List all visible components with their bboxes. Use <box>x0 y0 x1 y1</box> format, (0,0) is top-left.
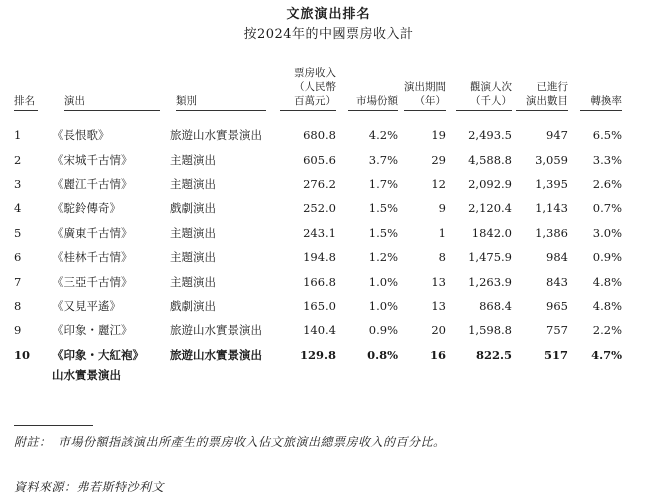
footnote-source: 資料來源：弗若斯特沙利文 <box>14 480 165 494</box>
cell-rank: 1 <box>14 128 22 143</box>
cell-rank: 10 <box>14 347 31 362</box>
cell-rank: 9 <box>14 323 22 338</box>
header-period-line1: 演出期間 <box>404 81 446 93</box>
cell-audience: 868.4 <box>479 298 512 313</box>
cell-rank: 3 <box>14 176 22 191</box>
cell-share: 1.5% <box>368 225 398 240</box>
cell-show: 《長恨歌》 <box>52 128 110 143</box>
footnote-note: 附註： 市場份額指該演出所產生的票房收入佔文旅演出總票房收入的百分比。 <box>14 435 446 449</box>
cell-revenue: 276.2 <box>303 176 336 191</box>
cell-show: 《印象・麗江》 <box>52 323 133 338</box>
cell-period: 13 <box>431 274 446 289</box>
cell-category: 主題演出 <box>170 250 216 265</box>
cell-share: 0.8% <box>367 347 398 362</box>
cell-conversion: 2.2% <box>592 323 622 338</box>
cell-revenue: 165.0 <box>303 298 336 313</box>
cell-category: 主題演出 <box>170 152 216 167</box>
cell-conversion: 3.3% <box>592 152 622 167</box>
cell-conversion: 6.5% <box>592 128 622 143</box>
cell-share: 1.5% <box>368 201 398 216</box>
cell-show: 《桂林千古情》 <box>52 250 133 265</box>
cell-rank: 4 <box>14 201 22 216</box>
cell-audience: 1842.0 <box>471 225 512 240</box>
header-conversion: 轉換率 <box>568 66 622 113</box>
table-row <box>14 245 622 269</box>
cell-show-continuation: 山水實景演出 <box>52 367 121 382</box>
header-count-line1: 已進行 <box>536 81 568 93</box>
cell-audience: 1,263.9 <box>468 274 512 289</box>
cell-category: 旅遊山水實景演出 <box>170 323 262 338</box>
header-count-line2: 演出數目 <box>516 94 568 111</box>
table-row <box>14 196 622 220</box>
cell-show: 《印象・大紅袍》 <box>52 347 144 362</box>
cell-conversion: 4.8% <box>592 274 622 289</box>
header-count <box>512 66 568 113</box>
cell-audience: 4,588.8 <box>468 152 512 167</box>
cell-category: 旅遊山水實景演出 <box>170 128 262 143</box>
table-row <box>14 147 622 171</box>
table-row-continuation <box>14 367 622 385</box>
table-row <box>14 294 622 318</box>
cell-conversion: 2.6% <box>592 176 622 191</box>
table-header-row <box>14 66 622 113</box>
cell-show: 《駝鈴傳奇》 <box>52 201 121 216</box>
cell-show: 《麗江千古情》 <box>52 176 133 191</box>
cell-revenue: 129.8 <box>299 347 336 362</box>
cell-count: 1,395 <box>535 176 568 191</box>
header-period-line2: （年） <box>404 94 446 111</box>
cell-conversion: 0.9% <box>592 250 622 265</box>
cell-period: 19 <box>431 128 446 143</box>
cell-period: 8 <box>438 250 446 265</box>
cell-revenue: 166.8 <box>303 274 336 289</box>
cell-revenue: 243.1 <box>303 225 336 240</box>
cell-count: 843 <box>546 274 568 289</box>
cell-rank: 5 <box>14 225 22 240</box>
cell-revenue: 605.6 <box>303 152 336 167</box>
cell-audience: 2,120.4 <box>468 201 512 216</box>
cell-show: 《宋城千古情》 <box>52 152 133 167</box>
cell-period: 12 <box>431 176 446 191</box>
cell-period: 9 <box>438 201 446 216</box>
header-show: 演出 <box>52 66 170 113</box>
cell-share: 1.2% <box>368 250 398 265</box>
cell-conversion: 4.7% <box>591 347 622 362</box>
cell-period: 29 <box>431 152 446 167</box>
cell-category: 戲劇演出 <box>170 298 216 313</box>
table-row <box>14 172 622 196</box>
header-audience <box>446 66 512 113</box>
cell-rank: 7 <box>14 274 22 289</box>
page-title: 文旅演出排名 <box>286 7 371 22</box>
cell-category: 旅遊山水實景演出 <box>170 347 262 362</box>
cell-period: 20 <box>431 323 446 338</box>
table-row <box>14 123 622 147</box>
cell-share: 1.7% <box>368 176 398 191</box>
cell-count: 757 <box>546 323 568 338</box>
cell-conversion: 4.8% <box>592 298 622 313</box>
cell-category: 主題演出 <box>170 225 216 240</box>
cell-show: 《三亞千古情》 <box>52 274 133 289</box>
cell-share: 3.7% <box>368 152 398 167</box>
cell-conversion: 3.0% <box>592 225 622 240</box>
cell-show: 《廣東千古情》 <box>52 225 133 240</box>
header-revenue-line2: （人民幣 <box>294 81 336 93</box>
cell-count: 3,059 <box>535 152 568 167</box>
header-revenue-line3: 百萬元） <box>280 94 336 111</box>
cell-audience: 1,475.9 <box>468 250 512 265</box>
cell-count: 984 <box>546 250 568 265</box>
cell-count: 947 <box>546 128 568 143</box>
cell-conversion: 0.7% <box>592 201 622 216</box>
header-share: 市場份額 <box>336 66 398 113</box>
cell-category: 主題演出 <box>170 274 216 289</box>
cell-audience: 2,493.5 <box>468 128 512 143</box>
table-row <box>14 269 622 293</box>
cell-count: 517 <box>543 347 568 362</box>
cell-rank: 2 <box>14 152 22 167</box>
page-subtitle: 按2024年的中國票房收入計 <box>243 27 414 42</box>
header-revenue <box>280 66 336 113</box>
cell-period: 1 <box>438 225 446 240</box>
header-audience-line2: （千人） <box>456 94 512 111</box>
header-audience-line1: 觀演人次 <box>470 81 512 93</box>
cell-audience: 822.5 <box>475 347 512 362</box>
header-rank: 排名 <box>14 66 52 113</box>
cell-show: 《又見平遙》 <box>52 298 121 313</box>
cell-share: 1.0% <box>368 298 398 313</box>
cell-revenue: 140.4 <box>303 323 336 338</box>
cell-count: 1,386 <box>535 225 568 240</box>
ranking-table <box>14 66 622 385</box>
cell-rank: 6 <box>14 250 22 265</box>
header-category: 類別 <box>170 66 280 113</box>
header-period <box>398 66 446 113</box>
cell-count: 1,143 <box>535 201 568 216</box>
cell-audience: 1,598.8 <box>468 323 512 338</box>
cell-category: 主題演出 <box>170 176 216 191</box>
cell-revenue: 252.0 <box>303 201 336 216</box>
header-revenue-line1: 票房收入 <box>294 67 336 79</box>
cell-share: 1.0% <box>368 274 398 289</box>
cell-revenue: 194.8 <box>303 250 336 265</box>
table-row <box>14 318 622 342</box>
cell-share: 0.9% <box>368 323 398 338</box>
cell-audience: 2,092.9 <box>468 176 512 191</box>
cell-rank: 8 <box>14 298 22 313</box>
table-row <box>14 221 622 245</box>
table-row-highlight <box>14 343 622 367</box>
cell-revenue: 680.8 <box>303 128 336 143</box>
cell-category: 戲劇演出 <box>170 201 216 216</box>
cell-count: 965 <box>546 298 568 313</box>
cell-share: 4.2% <box>368 128 398 143</box>
footnote-divider <box>14 425 93 426</box>
cell-period: 16 <box>429 347 446 362</box>
cell-period: 13 <box>431 298 446 313</box>
